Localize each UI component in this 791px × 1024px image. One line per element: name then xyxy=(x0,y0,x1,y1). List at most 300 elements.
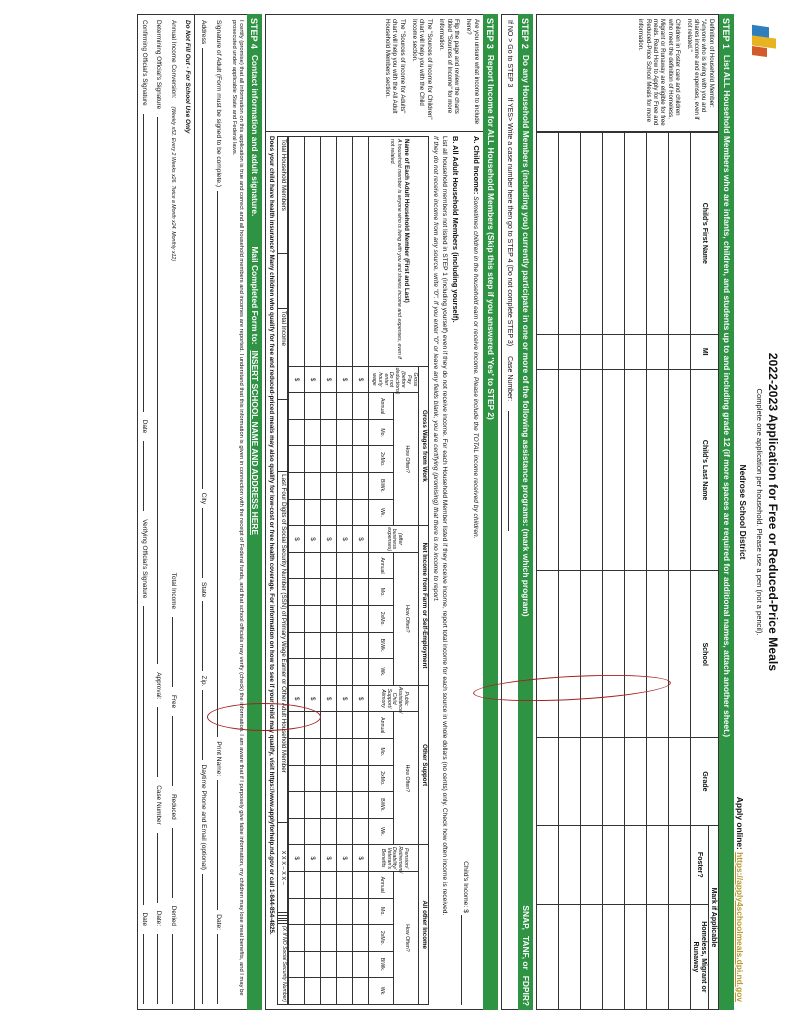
step3-sectionA-text: Sometimes children in the household earn or receive income. Please include the TOTAL income received by children. xyxy=(471,196,479,539)
mail-to-address: INSERT SCHOOL NAME AND ADDRESS HERE xyxy=(250,350,261,535)
cell-freq[interactable] xyxy=(353,579,369,606)
ssn-no-ssn-note: (X If NO Social Security Number) xyxy=(278,923,288,1004)
col-mark-if-applicable: Mark if Applicable xyxy=(708,825,718,1009)
cell[interactable] xyxy=(536,369,558,571)
cell[interactable] xyxy=(646,334,668,369)
cell-freq[interactable] xyxy=(337,393,353,420)
cell-amount[interactable]: $ xyxy=(321,845,337,872)
cell-freq[interactable] xyxy=(337,712,353,739)
cell[interactable] xyxy=(602,571,624,738)
cell-freq[interactable] xyxy=(321,818,337,845)
cell-amount[interactable]: $ xyxy=(289,685,305,712)
step3-sectionA-label: A. Child Income: xyxy=(471,136,481,195)
cell-freq[interactable] xyxy=(337,419,353,446)
cell-freq[interactable] xyxy=(321,765,337,792)
cell-freq[interactable] xyxy=(353,552,369,579)
cell-freq[interactable] xyxy=(305,738,321,765)
income-name-col-sub: A household member is anyone who is living with you and shares income and expenses, even if not related. xyxy=(388,139,402,359)
certification-text: I certify (promise) that all information on this application is true and correct and all household members and incomes are reported. I understand that this information is given in connection with the receipt of Federal funds, and that school officials may verify (check) the information. I am aware that if I purposely give false information, my children may lose meal benefits, and I may be prosecuted under applicable State and Federal laws. xyxy=(230,20,244,996)
table-row[interactable] xyxy=(305,137,321,1005)
cell-amount[interactable]: $ xyxy=(305,845,321,872)
office-total-income-input[interactable] xyxy=(172,617,181,687)
signature-label: Signature of Adult (Form must be signed to be complete.) xyxy=(214,20,222,188)
income-group-farm: Net Income from Farm or Self-Employment xyxy=(418,526,428,686)
cell[interactable] xyxy=(668,738,690,826)
cell-amount[interactable]: $ xyxy=(321,685,337,712)
freq-annual: Annual xyxy=(369,552,394,579)
freq-2xmo: 2xMo. xyxy=(369,765,394,792)
table-row[interactable] xyxy=(536,133,558,1010)
cell-freq[interactable] xyxy=(289,446,305,473)
cell-freq[interactable] xyxy=(337,632,353,659)
freq-annual: Annual xyxy=(369,393,394,420)
cell-amount[interactable]: $ xyxy=(289,845,305,872)
cell-member-name[interactable] xyxy=(337,137,353,367)
freq-annual: Annual xyxy=(369,712,394,739)
office-total-income-label: Total Income xyxy=(170,572,178,609)
step3-title: Report Income for ALL Household Members (Skip this step if you answered 'Yes' to STEP 2) xyxy=(486,54,497,420)
cell-freq[interactable] xyxy=(337,978,353,1005)
office-denied-input[interactable] xyxy=(172,934,181,1004)
child-income-label: Child's Income: $ xyxy=(462,861,469,913)
cell-freq[interactable] xyxy=(305,446,321,473)
cell-freq[interactable] xyxy=(305,898,321,925)
cell-freq[interactable] xyxy=(289,818,305,845)
cell-freq[interactable] xyxy=(305,393,321,420)
cell-freq[interactable] xyxy=(337,446,353,473)
cell-freq[interactable] xyxy=(321,419,337,446)
page-header xyxy=(737,14,781,1010)
freq-wk: Wk. xyxy=(369,659,394,686)
freq-annual: Annual xyxy=(369,871,394,898)
step3-note-0: Are you unsure what income to include here? xyxy=(465,19,480,125)
cell-freq[interactable] xyxy=(289,579,305,606)
cell-freq[interactable] xyxy=(353,446,369,473)
cell-freq[interactable] xyxy=(353,951,369,978)
income-how-often-wages: How Often? xyxy=(393,393,418,526)
cell-freq[interactable] xyxy=(337,738,353,765)
health-insurance-question: Does your child have health insurance? Many children who qualify for free and reduced-priced meals may also qualify for low-cost or free health coverage. For information on how to see if your child may qualify, visit https://www.applyforhelp.nd.gov or call 1-844-854-4825. xyxy=(268,136,276,935)
cell-amount[interactable]: $ xyxy=(337,526,353,553)
step1-table xyxy=(536,132,719,1010)
cell-freq[interactable] xyxy=(321,925,337,952)
table-row[interactable] xyxy=(668,133,690,1010)
freq-2xmo: 2xMo. xyxy=(369,606,394,633)
cell-member-name[interactable] xyxy=(289,137,305,367)
cell-freq[interactable] xyxy=(353,765,369,792)
cell[interactable] xyxy=(602,738,624,826)
cell-freq[interactable] xyxy=(337,871,353,898)
determining-official-signature-input[interactable] xyxy=(157,117,166,664)
cell-freq[interactable] xyxy=(321,579,337,606)
income-sub-wages: Gross Pay (before deductions) Do not enter hourly wage xyxy=(369,366,419,393)
step3-note-2: The "Sources of Income for Children" chart will help you with the Child Income section. xyxy=(410,19,433,120)
col-grade: Grade xyxy=(690,738,718,826)
step1-note-0: Definition of Household Member: "Anyone who is living with you and shares income and expenses, even if not related." xyxy=(685,19,715,120)
step2-bar xyxy=(518,14,533,1010)
cell[interactable] xyxy=(558,334,580,369)
cell-freq[interactable] xyxy=(321,738,337,765)
cell[interactable] xyxy=(646,904,668,1009)
cell[interactable] xyxy=(558,369,580,571)
office-free-input[interactable] xyxy=(172,716,181,786)
cell-amount[interactable]: $ xyxy=(337,366,353,393)
city-input[interactable] xyxy=(202,508,211,578)
cell-amount[interactable]: $ xyxy=(353,685,369,712)
step2-title: Do any Household Members (including you) currently participate in one or more of the following assistance programs: (mark which program) xyxy=(521,54,532,617)
step3-note-3: The "Sources of Income for Adults" chart will help you with the All Adult Household Members section. xyxy=(383,19,406,114)
cell[interactable] xyxy=(580,369,602,571)
cell-freq[interactable] xyxy=(305,579,321,606)
step3-sectionB-text2: If they do not receive income from any source, write "0". If you enter "0" or leave any fields blank, you are certifying (promising) that there is no income to report. xyxy=(431,136,439,603)
cell-freq[interactable] xyxy=(305,606,321,633)
cell-freq[interactable] xyxy=(353,898,369,925)
print-name-label: Print Name: xyxy=(214,741,222,777)
state-input[interactable] xyxy=(202,601,211,671)
cell-freq[interactable] xyxy=(321,978,337,1005)
cell-amount[interactable]: $ xyxy=(305,366,321,393)
cell[interactable] xyxy=(602,825,624,904)
cell-freq[interactable] xyxy=(305,765,321,792)
print-name-input[interactable] xyxy=(217,780,226,910)
cell-freq[interactable] xyxy=(321,792,337,819)
nd-dpi-logo-icon xyxy=(749,24,779,58)
verifying-official-label: Verifying Official's Signature xyxy=(141,519,149,599)
cell[interactable] xyxy=(602,334,624,369)
table-row[interactable] xyxy=(602,133,624,1010)
cell-freq[interactable] xyxy=(353,978,369,1005)
cell-freq[interactable] xyxy=(289,951,305,978)
cell[interactable] xyxy=(624,369,646,571)
step1-title: List ALL Household Members who are infants, children, and students up to and including grade 12 (if more spaces are required for additional names, attach another sheet.) xyxy=(722,54,733,738)
freq-mo: Mo. xyxy=(369,898,394,925)
cell[interactable] xyxy=(558,571,580,738)
cell[interactable] xyxy=(580,904,602,1009)
cell[interactable] xyxy=(602,369,624,571)
cell-freq[interactable] xyxy=(337,792,353,819)
cell-freq[interactable] xyxy=(305,499,321,526)
cell-freq[interactable] xyxy=(337,925,353,952)
cell-freq[interactable] xyxy=(289,393,305,420)
table-row[interactable] xyxy=(289,137,305,1005)
cell[interactable] xyxy=(624,904,646,1009)
address-input[interactable] xyxy=(202,48,211,488)
step2-if-yes: If YES> Write a case number here then go to STEP 4 (Do not complete STEP 3) xyxy=(505,97,513,347)
cell-freq[interactable] xyxy=(353,419,369,446)
cell[interactable] xyxy=(668,825,690,904)
cell-amount[interactable]: $ xyxy=(289,526,305,553)
cell-freq[interactable] xyxy=(305,712,321,739)
cell-freq[interactable] xyxy=(353,925,369,952)
cell-amount[interactable]: $ xyxy=(305,685,321,712)
cell[interactable] xyxy=(558,825,580,904)
cell[interactable] xyxy=(558,133,580,335)
cell[interactable] xyxy=(536,571,558,738)
income-how-often-other-support: How Often? xyxy=(393,712,418,845)
cell-freq[interactable] xyxy=(321,446,337,473)
cell-freq[interactable] xyxy=(321,898,337,925)
cell-freq[interactable] xyxy=(305,925,321,952)
step2-program-tanf: TANF, or xyxy=(521,935,532,970)
cell-freq[interactable] xyxy=(353,499,369,526)
cell-amount[interactable]: $ xyxy=(353,845,369,872)
cell-amount[interactable]: $ xyxy=(353,366,369,393)
table-row[interactable] xyxy=(337,137,353,1005)
cell-freq[interactable] xyxy=(289,606,305,633)
cell[interactable] xyxy=(536,133,558,335)
cell-freq[interactable] xyxy=(321,499,337,526)
cell-freq[interactable] xyxy=(321,606,337,633)
cell[interactable] xyxy=(646,571,668,738)
ssn-mask: X X X – X X – xyxy=(278,823,288,913)
cell-freq[interactable] xyxy=(321,632,337,659)
cell[interactable] xyxy=(646,738,668,826)
page-subtitle: Complete one application per household. Please use a pen (not a pencil). xyxy=(754,388,764,636)
cell-freq[interactable] xyxy=(305,659,321,686)
table-row[interactable] xyxy=(321,137,337,1005)
office-reduced-input[interactable] xyxy=(172,828,181,898)
step3-sectionB-label: B. All Adult Household Members (including yourself). xyxy=(451,136,461,323)
totals-ssn-table xyxy=(277,136,288,1005)
cell-amount[interactable]: $ xyxy=(289,366,305,393)
income-name-col-header xyxy=(369,137,428,367)
step4-body xyxy=(194,14,246,1010)
cell-amount[interactable]: $ xyxy=(321,526,337,553)
date-input[interactable] xyxy=(157,934,166,1004)
cell[interactable] xyxy=(668,369,690,571)
step3-notes xyxy=(265,14,483,132)
district-name: Nedrose School District xyxy=(738,464,749,560)
child-income-input[interactable] xyxy=(461,915,469,1005)
col-child-first-name: Child's First Name xyxy=(690,133,718,335)
total-income-input[interactable] xyxy=(278,399,288,471)
cell-freq[interactable] xyxy=(289,978,305,1005)
step3-sectionB-text1: List all household members not listed in STEP 1 (including yourself) even if they do not receive income. For each Household Member listed if they receive income, report total income for each source in whole dollars (no cents) only. Check how often income is received. xyxy=(441,136,449,916)
cell-freq[interactable] xyxy=(289,499,305,526)
cell[interactable] xyxy=(624,571,646,738)
cell-freq[interactable] xyxy=(321,552,337,579)
step3-bar xyxy=(483,14,498,1010)
cell-freq[interactable] xyxy=(305,473,321,500)
cell-freq[interactable] xyxy=(289,473,305,500)
verifying-date-input[interactable] xyxy=(143,934,152,1004)
cell-freq[interactable] xyxy=(321,473,337,500)
cell[interactable] xyxy=(580,334,602,369)
cell[interactable] xyxy=(668,334,690,369)
cell-freq[interactable] xyxy=(321,951,337,978)
cell[interactable] xyxy=(536,904,558,1009)
cell-freq[interactable] xyxy=(321,659,337,686)
income-sub-farm: (after business expenses) xyxy=(369,526,419,553)
cell-freq[interactable] xyxy=(353,606,369,633)
cell[interactable] xyxy=(558,904,580,1009)
verifying-official-signature-input[interactable] xyxy=(143,606,152,904)
cell[interactable] xyxy=(624,334,646,369)
confirming-date-label: Date xyxy=(141,419,149,434)
date-input[interactable] xyxy=(217,934,226,1004)
cell-freq[interactable] xyxy=(337,951,353,978)
cell[interactable] xyxy=(536,738,558,826)
cell[interactable] xyxy=(580,825,602,904)
step2-case-number-label: Case Number: xyxy=(505,356,513,402)
cell-freq[interactable] xyxy=(305,419,321,446)
cell-freq[interactable] xyxy=(337,898,353,925)
cell[interactable] xyxy=(536,825,558,904)
step4-number: STEP 4 xyxy=(249,18,260,49)
cell-freq[interactable] xyxy=(289,792,305,819)
confirming-official-label: Confirming Official's Signature xyxy=(141,20,149,106)
cell[interactable] xyxy=(624,825,646,904)
case-number-label: Case Number xyxy=(155,785,163,825)
cell-amount[interactable]: $ xyxy=(337,845,353,872)
phone-input[interactable] xyxy=(202,874,211,1004)
col-school: School xyxy=(690,571,718,738)
cell[interactable] xyxy=(624,133,646,335)
table-row[interactable] xyxy=(580,133,602,1010)
date-label: Date: xyxy=(214,914,222,930)
cell-freq[interactable] xyxy=(321,393,337,420)
cell[interactable] xyxy=(624,738,646,826)
confirming-date-input[interactable] xyxy=(143,441,152,511)
col-mi: MI xyxy=(690,334,718,369)
cell[interactable] xyxy=(536,334,558,369)
income-sub-all-other: Pension/ Retirement/ Disability/ Veteran's Benefits xyxy=(369,845,419,872)
cell[interactable] xyxy=(558,738,580,826)
cell-freq[interactable] xyxy=(305,871,321,898)
approval-label: Approval: xyxy=(155,672,163,700)
cell-freq[interactable] xyxy=(353,659,369,686)
cell-member-name[interactable] xyxy=(305,137,321,367)
table-row[interactable] xyxy=(558,133,580,1010)
cell-freq[interactable] xyxy=(353,632,369,659)
date-label: Date: xyxy=(155,910,163,926)
cell-freq[interactable] xyxy=(337,499,353,526)
school-use-section xyxy=(137,14,194,1010)
determining-official-label: Determining Official's Signature xyxy=(155,20,163,110)
cell-freq[interactable] xyxy=(337,579,353,606)
mail-to-label: Mail Completed Form to: xyxy=(250,246,261,345)
cell[interactable] xyxy=(602,133,624,335)
cell[interactable] xyxy=(668,904,690,1009)
col-foster: Foster? xyxy=(690,825,708,904)
cell-freq[interactable] xyxy=(289,552,305,579)
step4-title: Contact information and adult signature. xyxy=(250,54,261,217)
cell-freq[interactable] xyxy=(353,393,369,420)
cell-freq[interactable] xyxy=(353,871,369,898)
cell-freq[interactable] xyxy=(289,871,305,898)
apply-online-label: Apply online: xyxy=(735,796,746,853)
cell[interactable] xyxy=(580,571,602,738)
cell-freq[interactable] xyxy=(289,765,305,792)
freq-mo: Mo. xyxy=(369,738,394,765)
step1-notes xyxy=(536,14,719,132)
approval-input[interactable] xyxy=(157,707,166,777)
ssn-label: Last Four Digits of Social Security Number (SSN) of Primary Wage Earner or Other Adult Household Member xyxy=(278,472,288,823)
step2-case-number-input[interactable] xyxy=(508,411,509,531)
total-income-label: Total Income xyxy=(278,308,288,399)
zip-input[interactable] xyxy=(202,690,211,760)
total-household-members-input[interactable] xyxy=(278,253,288,308)
cell[interactable] xyxy=(580,133,602,335)
freq-2xmo: 2xMo. xyxy=(369,925,394,952)
freq-biwk: BiWk. xyxy=(369,792,394,819)
cell-freq[interactable] xyxy=(305,951,321,978)
cell-freq[interactable] xyxy=(353,473,369,500)
cell[interactable] xyxy=(668,571,690,738)
cell-freq[interactable] xyxy=(289,738,305,765)
cell-freq[interactable] xyxy=(289,659,305,686)
cell-freq[interactable] xyxy=(289,898,305,925)
income-sub-other-support: Public Assistance/ Child Support/ Alimony xyxy=(369,685,419,712)
income-name-col-title: Name of Each Adult Household Member (First and Last) xyxy=(402,139,410,303)
total-household-members-label: Total Household Members xyxy=(278,137,288,254)
cell-amount[interactable]: $ xyxy=(353,526,369,553)
cell-amount[interactable]: $ xyxy=(305,526,321,553)
case-number-input[interactable] xyxy=(157,833,166,903)
cell[interactable] xyxy=(646,369,668,571)
cell-freq[interactable] xyxy=(305,978,321,1005)
cell-member-name[interactable] xyxy=(353,137,369,367)
apply-online-line xyxy=(735,797,744,1002)
table-row[interactable] xyxy=(353,137,369,1005)
cell-freq[interactable] xyxy=(337,818,353,845)
cell-freq[interactable] xyxy=(305,632,321,659)
cell-freq[interactable] xyxy=(337,765,353,792)
cell-freq[interactable] xyxy=(353,712,369,739)
verifying-date-label: Date xyxy=(141,912,149,927)
step2-if-no: If NO > Go to STEP 3 xyxy=(505,20,513,88)
income-group-wages: Gross Wages from Work xyxy=(418,366,428,526)
cell-freq[interactable] xyxy=(353,818,369,845)
cell-member-name[interactable] xyxy=(321,137,337,367)
cell-amount[interactable]: $ xyxy=(321,366,337,393)
cell[interactable] xyxy=(580,738,602,826)
cell-freq[interactable] xyxy=(289,632,305,659)
step3-number: STEP 3 xyxy=(485,18,496,49)
cell-freq[interactable] xyxy=(353,738,369,765)
address-label: Address xyxy=(199,20,207,45)
cell[interactable] xyxy=(668,133,690,335)
signature-input[interactable] xyxy=(217,191,226,737)
cell-freq[interactable] xyxy=(337,659,353,686)
zip-label: Zip. xyxy=(199,675,207,687)
school-use-title: Do Not Fill Out - For School Use Only xyxy=(184,20,192,134)
cell-freq[interactable] xyxy=(337,473,353,500)
cell-freq[interactable] xyxy=(353,792,369,819)
apply-online-link[interactable]: https://apply4schoolmeals.dpi.nd.gov xyxy=(735,852,746,1002)
cell-freq[interactable] xyxy=(337,606,353,633)
cell-freq[interactable] xyxy=(305,818,321,845)
cell-freq[interactable] xyxy=(321,871,337,898)
confirming-official-signature-input[interactable] xyxy=(143,114,152,412)
freq-2xmo: 2xMo. xyxy=(369,446,394,473)
cell[interactable] xyxy=(646,133,668,335)
cell[interactable] xyxy=(602,904,624,1009)
cell-freq[interactable] xyxy=(289,419,305,446)
cell-freq[interactable] xyxy=(321,712,337,739)
cell[interactable] xyxy=(646,825,668,904)
cell-freq[interactable] xyxy=(337,552,353,579)
table-row[interactable] xyxy=(624,133,646,1010)
freq-mo: Mo. xyxy=(369,419,394,446)
table-row[interactable] xyxy=(646,133,668,1010)
cell-freq[interactable] xyxy=(305,792,321,819)
cell-amount[interactable]: $ xyxy=(337,685,353,712)
income-how-often-farm: How Often? xyxy=(393,552,418,685)
cell-freq[interactable] xyxy=(289,925,305,952)
cell-freq[interactable] xyxy=(305,552,321,579)
cell-freq[interactable] xyxy=(289,712,305,739)
